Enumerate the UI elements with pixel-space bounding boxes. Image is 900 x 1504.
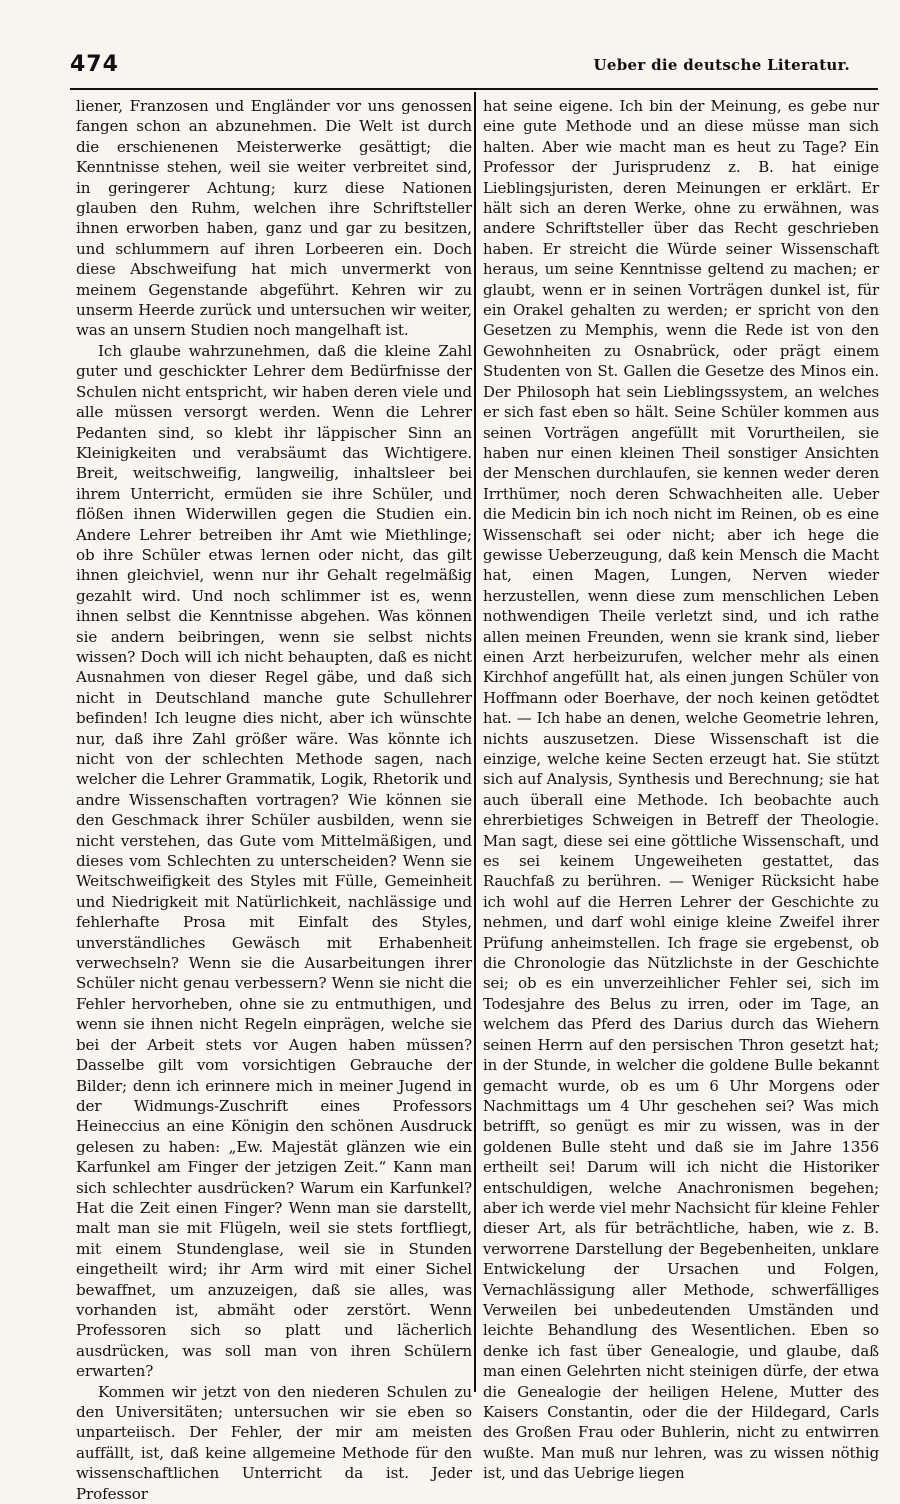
running-title: Ueber die deutsche Literatur. xyxy=(593,56,850,74)
left-column xyxy=(76,96,472,1503)
paragraph: Ich glaube wahrzunehmen, daß die kleine Zahl guter und geschickter Lehrer dem Bedürfnisse der Schulen nicht entspricht, wir haben deren viele und alle müssen versorgt werden. Wenn die Lehrer Pedanten sind, so klebt ihr läppischer Sinn an Kleinigkeiten und verabsäumt das Wichtigere. Breit, weitschweifig, langweilig, inhaltsleer bei ihrem Unterricht, ermüden sie ihre Schüler, und flößen ihnen Widerwillen gegen die Studien ein. Andere Lehrer betreiben ihr Amt wie Miethlinge; ob ihre Schüler etwas lernen oder nicht, das gilt ihnen gleichviel, wenn nur ihr Gehalt regelmäßig gezahlt wird. Und noch schlimmer ist es, wenn ihnen selbst die Kenntnisse abgehen. Was können sie andern beibringen, wenn sie selbst nichts wissen? Doch will ich nicht behaupten, daß es nicht Ausnahmen von dieser Regel gäbe, und daß sich nicht in Deutschland manche gute Schullehrer befinden! Ich leugne dies nicht, aber ich wünschte nur, daß ihre Zahl größer wäre. Was könnte ich nicht von der schlechten Methode sagen, nach welcher die Lehrer Grammatik, Logik, Rhetorik und andre Wissenschaften vortragen? Wie können sie den Geschmack ihrer Schüler ausbilden, wenn sie nicht verstehen, das Gute vom Mittelmäßigen, und dieses vom Schlechten zu unterscheiden? Wenn sie Weitschweifigkeit des Styles mit Fülle, Gemeinheit und Niedrigkeit mit Natürlichkeit, nachlässige und fehlerhafte Prosa mit Einfalt des Styles, unverständliches Gewäsch mit Erhabenheit verwechseln? Wenn sie die Ausarbeitungen ihrer Schüler nicht genau verbessern? Wenn sie nicht die Fehler hervorheben, ohne sie zu entmuthigen, und wenn sie ihnen nicht Regeln einprägen, welche sie bei der Arbeit stets vor Augen haben müssen? Dasselbe gilt vom vorsichtigen Gebrauche der Bilder; denn ich erinnere mich in meiner Jugend in der Widmungs-Zuschrift eines Professors Heineccius an eine Königin den schönen Ausdruck gelesen zu haben: „Ew. Majestät glänzen wie ein Karfunkel am Finger der jetzigen Zeit.“ Kann man sich schlechter ausdrücken? Warum ein Karfunkel? Hat die Zeit einen Finger? Wenn man sie darstellt, malt man sie mit Flügeln, weil sie stets fortfliegt, mit einem Stundenglase, weil sie in Stunden eingetheilt wird; ihr Arm wird mit einer Sichel bewaffnet, um anzuzeigen, daß sie alles, was vorhanden ist, abmäht oder zerstört. Wenn Professoren sich so platt und lächerlich ausdrücken, was soll man von ihren Schülern erwarten? xyxy=(76,341,472,1381)
right-column xyxy=(483,96,879,1483)
paragraph: Kommen wir jetzt von den niederen Schulen zu den Universitäten; untersuchen wir sie eben so unparteiisch. Der Fehler, der mir am meisten auffällt, ist, daß keine allgemeine Methode für den wissenschaftlichen Unterricht da ist. Jeder Professor xyxy=(76,1382,472,1503)
paragraph: liener, Franzosen und Engländer vor uns genossen fangen schon an abzunehmen. Die Welt ist durch die erschienenen Meisterwerke gesättigt; die Kenntnisse stehen, weil sie weiter verbreitet sind, in geringerer Achtung; kurz diese Nationen glauben den Ruhm, welchen ihre Schriftsteller ihnen erworben haben, ganz und gar zu besitzen, und schlummern auf ihren Lorbeeren ein. Doch diese Abschweifung hat mich unvermerkt von meinem Gegenstande abgeführt. Kehren wir zu unserm Heerde zurück und untersuchen wir weiter, was an unsern Studien noch mangelhaft ist. xyxy=(76,97,472,340)
paragraph: hat seine eigene. Ich bin der Meinung, es gebe nur eine gute Methode und an diese müsse man sich halten. Aber wie macht man es heut zu Tage? Ein Professor der Jurisprudenz z. B. hat einige Lieblingsjuristen, deren Meinungen er erklärt. Er hält sich an deren Werke, ohne zu erwähnen, was andere Schriftsteller über das Recht geschrieben haben. Er streicht die Würde seiner Wissenschaft heraus, um seine Kenntnisse geltend zu machen; er glaubt, wenn er in seinen Vorträgen dunkel ist, für ein Orakel gehalten zu werden; er spricht von den Gesetzen zu Memphis, wenn die Rede ist von den Gewohnheiten zu Osnabrück, oder prägt einem Studenten von St. Gallen die Gesetze des Minos ein. Der Philosoph hat sein Lieblingssystem, an welches er sich fast eben so hält. Seine Schüler kommen aus seinen Vorträgen angefüllt mit Vorurtheilen, sie haben nur einen kleinen Theil sonstiger Ansichten der Menschen durchlaufen, sie kennen weder deren Irrthümer, noch deren Schwachheiten alle. Ueber die Medicin bin ich noch nicht im Reinen, ob es eine Wissenschaft sei oder nicht; aber ich hege die gewisse Ueberzeugung, daß kein Mensch die Macht hat, einen Magen, Lungen, Nerven wieder herzustellen, wenn diese zum menschlichen Leben nothwendigen Theile verletzt sind, und ich rathe allen meinen Freunden, wenn sie krank sind, lieber einen Arzt herbeizurufen, welcher mehr als einen Kirchhof angefüllt hat, als einen jungen Schüler von Hoffmann oder Boerhave, der noch keinen getödtet hat. — Ich habe an denen, welche Geometrie lehren, nichts auszusetzen. Diese Wissenschaft ist die einzige, welche keine Secten erzeugt hat. Sie stützt sich auf Analysis, Synthesis und Berechnung; sie hat auch überall eine Methode. Ich beobachte auch ehrerbietiges Schweigen in Betreff der Theologie. Man sagt, diese sei eine göttliche Wissenschaft, und es sei keinem Ungeweiheten gestattet, das Rauchfaß zu berühren. — Weniger Rücksicht habe ich wohl auf die Herren Lehrer der Geschichte zu nehmen, und darf wohl einige kleine Zweifel ihrer Prüfung anheimstellen. Ich frage sie ergebenst, ob die Chronologie das Nützlichste in der Geschichte sei; ob es ein unverzeihlicher Fehler sei, sich im Todesjahre des Belus zu irren, oder im Tage, an welchem das Pferd des Darius durch das Wiehern seinen Herrn auf den persischen Thron gesetzt hat; in der Stunde, in welcher die goldene Bulle bekannt gemacht wurde, ob es um 6 Uhr Morgens oder Nachmittags um 4 Uhr geschehen sei? Was mich betrifft, so genügt es mir zu wissen, was in der goldenen Bulle steht und daß sie im Jahre 1356 ertheilt sei! Darum will ich nicht die Historiker entschuldigen, welche Anachronismen begehen; aber ich werde viel mehr Nachsicht für kleine Fehler dieser Art, als für beträchtliche, haben, wie z. B. verworrene Darstellung der Begebenheiten, unklare Entwickelung der Ursachen und Folgen, Vernachlässigung aller Methode, schwerfälliges Verweilen bei unbedeutenden Umständen und leichte Behandlung des Wesentlichen. Eben so denke ich fast über Genealogie, und glaube, daß man einen Gelehrten nicht steinigen dürfe, der etwa die Genealogie der heiligen Helene, Mutter des Kaisers Constantin, oder die der Hildegard, Carls des Großen Frau oder Buhlerin, nicht zu entwirren wußte. Man muß nur lehren, was zu wissen nöthig ist, und das Uebrige liegen xyxy=(483,97,879,1483)
page-header xyxy=(70,52,860,82)
column-divider xyxy=(474,92,476,1392)
page-number: 474 xyxy=(70,52,119,77)
header-rule xyxy=(70,88,878,90)
